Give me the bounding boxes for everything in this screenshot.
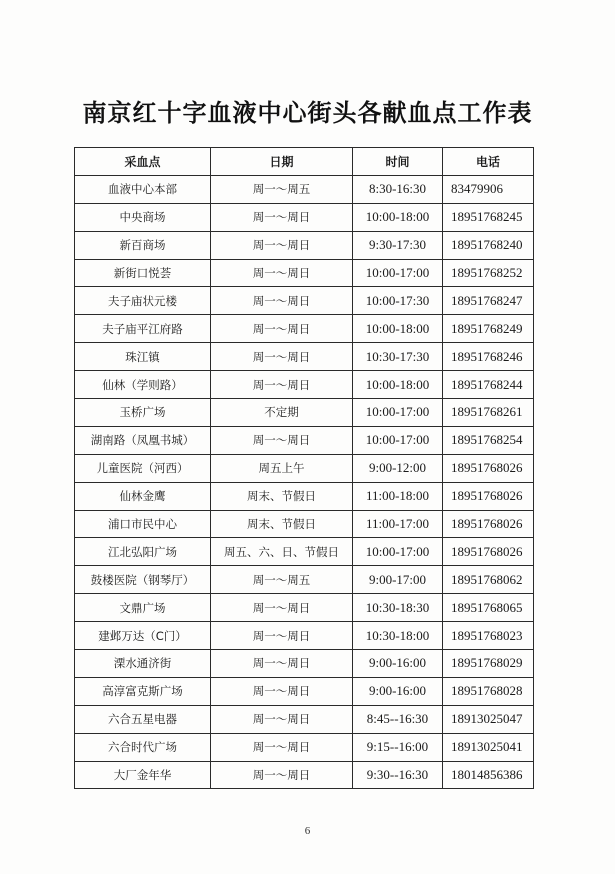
cell-phone: 18951768245 — [443, 203, 534, 231]
cell-site: 仙林（学则路） — [75, 371, 211, 399]
table-row — [75, 482, 534, 510]
cell-date: 周一～周日 — [211, 315, 353, 343]
table-row — [75, 231, 534, 259]
table-row — [75, 733, 534, 761]
cell-date: 周一～周日 — [211, 203, 353, 231]
header-time: 时间 — [353, 148, 443, 176]
document-title: 南京红十字血液中心街头各献血点工作表 — [82, 99, 533, 127]
cell-phone: 18913025047 — [443, 705, 534, 733]
cell-time: 9:30--16:30 — [353, 761, 443, 789]
cell-phone: 18951768247 — [443, 287, 534, 315]
cell-phone: 18951768261 — [443, 399, 534, 427]
cell-phone: 18951768240 — [443, 231, 534, 259]
cell-phone: 18951768023 — [443, 622, 534, 650]
cell-date: 周一～周日 — [211, 705, 353, 733]
cell-date: 周一～周日 — [211, 371, 353, 399]
cell-time: 10:00-17:00 — [353, 538, 443, 566]
table-body — [75, 175, 534, 789]
cell-date: 周一～周五 — [211, 175, 353, 203]
cell-time: 10:00-18:00 — [353, 203, 443, 231]
cell-phone: 18951768028 — [443, 677, 534, 705]
table-row — [75, 622, 534, 650]
cell-phone: 18014856386 — [443, 761, 534, 789]
cell-site: 浦口市民中心 — [75, 510, 211, 538]
cell-site: 儿童医院（河西） — [75, 454, 211, 482]
cell-site: 溧水通济街 — [75, 650, 211, 678]
cell-phone: 18951768249 — [443, 315, 534, 343]
cell-date: 周一～周日 — [211, 650, 353, 678]
cell-date: 周五、六、日、节假日 — [211, 538, 353, 566]
cell-site: 建邺万达（C门） — [75, 622, 211, 650]
blood-donation-schedule-table — [74, 147, 534, 789]
page-number: 6 — [304, 825, 311, 837]
table-row — [75, 454, 534, 482]
cell-date: 周一～周日 — [211, 426, 353, 454]
cell-site: 血液中心本部 — [75, 175, 211, 203]
cell-time: 9:00-16:00 — [353, 650, 443, 678]
cell-site: 夫子庙状元楼 — [75, 287, 211, 315]
cell-site: 鼓楼医院（钢琴厅） — [75, 566, 211, 594]
cell-site: 中央商场 — [75, 203, 211, 231]
cell-date: 周一～周五 — [211, 566, 353, 594]
cell-time: 9:15--16:00 — [353, 733, 443, 761]
cell-time: 9:30-17:30 — [353, 231, 443, 259]
cell-phone: 18951768246 — [443, 343, 534, 371]
cell-date: 周一～周日 — [211, 259, 353, 287]
cell-date: 周一～周日 — [211, 761, 353, 789]
cell-date: 周一～周日 — [211, 677, 353, 705]
table-row — [75, 343, 534, 371]
cell-phone: 18951768026 — [443, 538, 534, 566]
cell-date: 周末、节假日 — [211, 510, 353, 538]
cell-phone: 83479906 — [443, 175, 534, 203]
cell-site: 新百商场 — [75, 231, 211, 259]
cell-time: 10:00-17:00 — [353, 399, 443, 427]
cell-phone: 18951768065 — [443, 594, 534, 622]
cell-site: 六合五星电器 — [75, 705, 211, 733]
cell-site: 玉桥广场 — [75, 399, 211, 427]
cell-time: 9:00-17:00 — [353, 566, 443, 594]
cell-date: 周一～周日 — [211, 594, 353, 622]
cell-phone: 18913025041 — [443, 733, 534, 761]
cell-phone: 18951768026 — [443, 510, 534, 538]
table-row — [75, 566, 534, 594]
cell-date: 不定期 — [211, 399, 353, 427]
cell-time: 10:00-18:00 — [353, 315, 443, 343]
table-row — [75, 399, 534, 427]
cell-time: 8:45--16:30 — [353, 705, 443, 733]
table-row — [75, 203, 534, 231]
table-header-row — [75, 148, 534, 176]
cell-time: 10:30-18:00 — [353, 622, 443, 650]
cell-site: 新街口悦荟 — [75, 259, 211, 287]
cell-date: 周一～周日 — [211, 733, 353, 761]
cell-site: 高淳富克斯广场 — [75, 677, 211, 705]
cell-site: 六合时代广场 — [75, 733, 211, 761]
cell-time: 10:30-17:30 — [353, 343, 443, 371]
cell-time: 11:00-17:00 — [353, 510, 443, 538]
cell-time: 9:00-16:00 — [353, 677, 443, 705]
cell-date: 周五上午 — [211, 454, 353, 482]
table-row — [75, 426, 534, 454]
cell-site: 大厂金年华 — [75, 761, 211, 789]
table-row — [75, 510, 534, 538]
cell-phone: 18951768026 — [443, 454, 534, 482]
table-row — [75, 677, 534, 705]
cell-date: 周一～周日 — [211, 343, 353, 371]
cell-site: 文鼎广场 — [75, 594, 211, 622]
cell-time: 10:00-17:00 — [353, 259, 443, 287]
cell-time: 8:30-16:30 — [353, 175, 443, 203]
cell-site: 江北弘阳广场 — [75, 538, 211, 566]
header-site: 采血点 — [75, 148, 211, 176]
cell-time: 10:00-17:30 — [353, 287, 443, 315]
cell-date: 周一～周日 — [211, 622, 353, 650]
table-row — [75, 371, 534, 399]
cell-phone: 18951768029 — [443, 650, 534, 678]
table-row — [75, 761, 534, 789]
cell-phone: 18951768062 — [443, 566, 534, 594]
header-phone: 电话 — [443, 148, 534, 176]
table-row — [75, 287, 534, 315]
cell-time: 10:00-17:00 — [353, 426, 443, 454]
cell-phone: 18951768252 — [443, 259, 534, 287]
cell-phone: 18951768254 — [443, 426, 534, 454]
table-row — [75, 594, 534, 622]
table-row — [75, 175, 534, 203]
cell-date: 周末、节假日 — [211, 482, 353, 510]
cell-site: 珠江镇 — [75, 343, 211, 371]
table-row — [75, 259, 534, 287]
header-date: 日期 — [211, 148, 353, 176]
cell-phone: 18951768244 — [443, 371, 534, 399]
cell-time: 10:00-18:00 — [353, 371, 443, 399]
table-row — [75, 705, 534, 733]
cell-date: 周一～周日 — [211, 287, 353, 315]
cell-time: 9:00-12:00 — [353, 454, 443, 482]
cell-site: 夫子庙平江府路 — [75, 315, 211, 343]
table-row — [75, 650, 534, 678]
cell-time: 11:00-18:00 — [353, 482, 443, 510]
cell-date: 周一～周日 — [211, 231, 353, 259]
table-row — [75, 538, 534, 566]
cell-site: 湖南路（凤凰书城） — [75, 426, 211, 454]
cell-time: 10:30-18:30 — [353, 594, 443, 622]
cell-phone: 18951768026 — [443, 482, 534, 510]
table-row — [75, 315, 534, 343]
cell-site: 仙林金鹰 — [75, 482, 211, 510]
